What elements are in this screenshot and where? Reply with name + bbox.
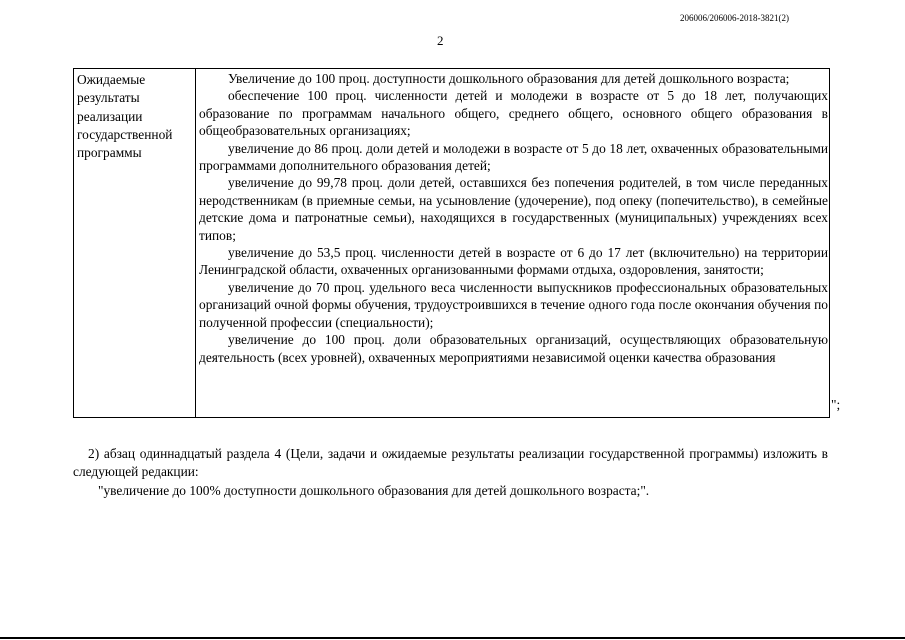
list-item: Увеличение до 100 проц. доступности дошкольного образования для детей дошкольного возраста; <box>228 71 790 86</box>
list-item: увеличение до 70 проц. удельного веса численности выпускников профессиональных образовательных организаций очной формы обучения, трудоустроившихся в течение одного года после окончания обучения по полученной профессии (специальности); <box>199 279 828 330</box>
table-row <box>74 69 830 418</box>
document-id: 206006/206006-2018-3821(2) <box>680 13 789 23</box>
results-table <box>73 68 830 418</box>
table-label: Ожидаемые результаты реализации государственной программы <box>77 72 173 161</box>
list-item: увеличение до 100 проц. доли образовательных организаций, осуществляющих образовательную деятельность (всех уровней), охваченных мероприятиями независимой оценки качества образования <box>199 332 828 365</box>
page-number: 2 <box>437 33 444 48</box>
amendment-paragraph: 2) абзац одиннадцатый раздела 4 (Цели, задачи и ожидаемые результаты реализации государственной программы) изложить в следующей редакции: <box>73 446 828 479</box>
amendment-quote: "увеличение до 100% доступности дошкольного образования для детей дошкольного возраста;". <box>98 483 650 498</box>
list-item: увеличение до 99,78 проц. доли детей, оставшихся без попечения родителей, в том числе переданных неродственникам (в приемные семьи, на усыновление (удочерение), под опеку (попечительство), в семейные детские дома и патронатные семьи), находящихся в государственных (муниципальных) учреждениях всех типов; <box>199 175 828 243</box>
list-item: обеспечение 100 проц. численности детей и молодежи в возрасте от 5 до 18 лет, получающих образование по программам начального общего, среднего общего, основного общего образования в общеобразовательных организациях; <box>199 88 828 139</box>
list-item: увеличение до 86 проц. доли детей и молодежи в возрасте от 5 до 18 лет, охваченных образовательными программами дополнительного образования детей; <box>199 140 828 174</box>
list-item: увеличение до 53,5 проц. численности детей в возрасте от 6 до 17 лет (включительно) на территории Ленинградской области, охваченных организованными формами отдыха, оздоровления, занятости; <box>199 245 828 278</box>
page-bottom-border <box>0 637 905 639</box>
closing-quote-mark: "; <box>831 397 841 412</box>
table-label-cell <box>74 69 196 418</box>
table-content-cell <box>196 69 830 418</box>
